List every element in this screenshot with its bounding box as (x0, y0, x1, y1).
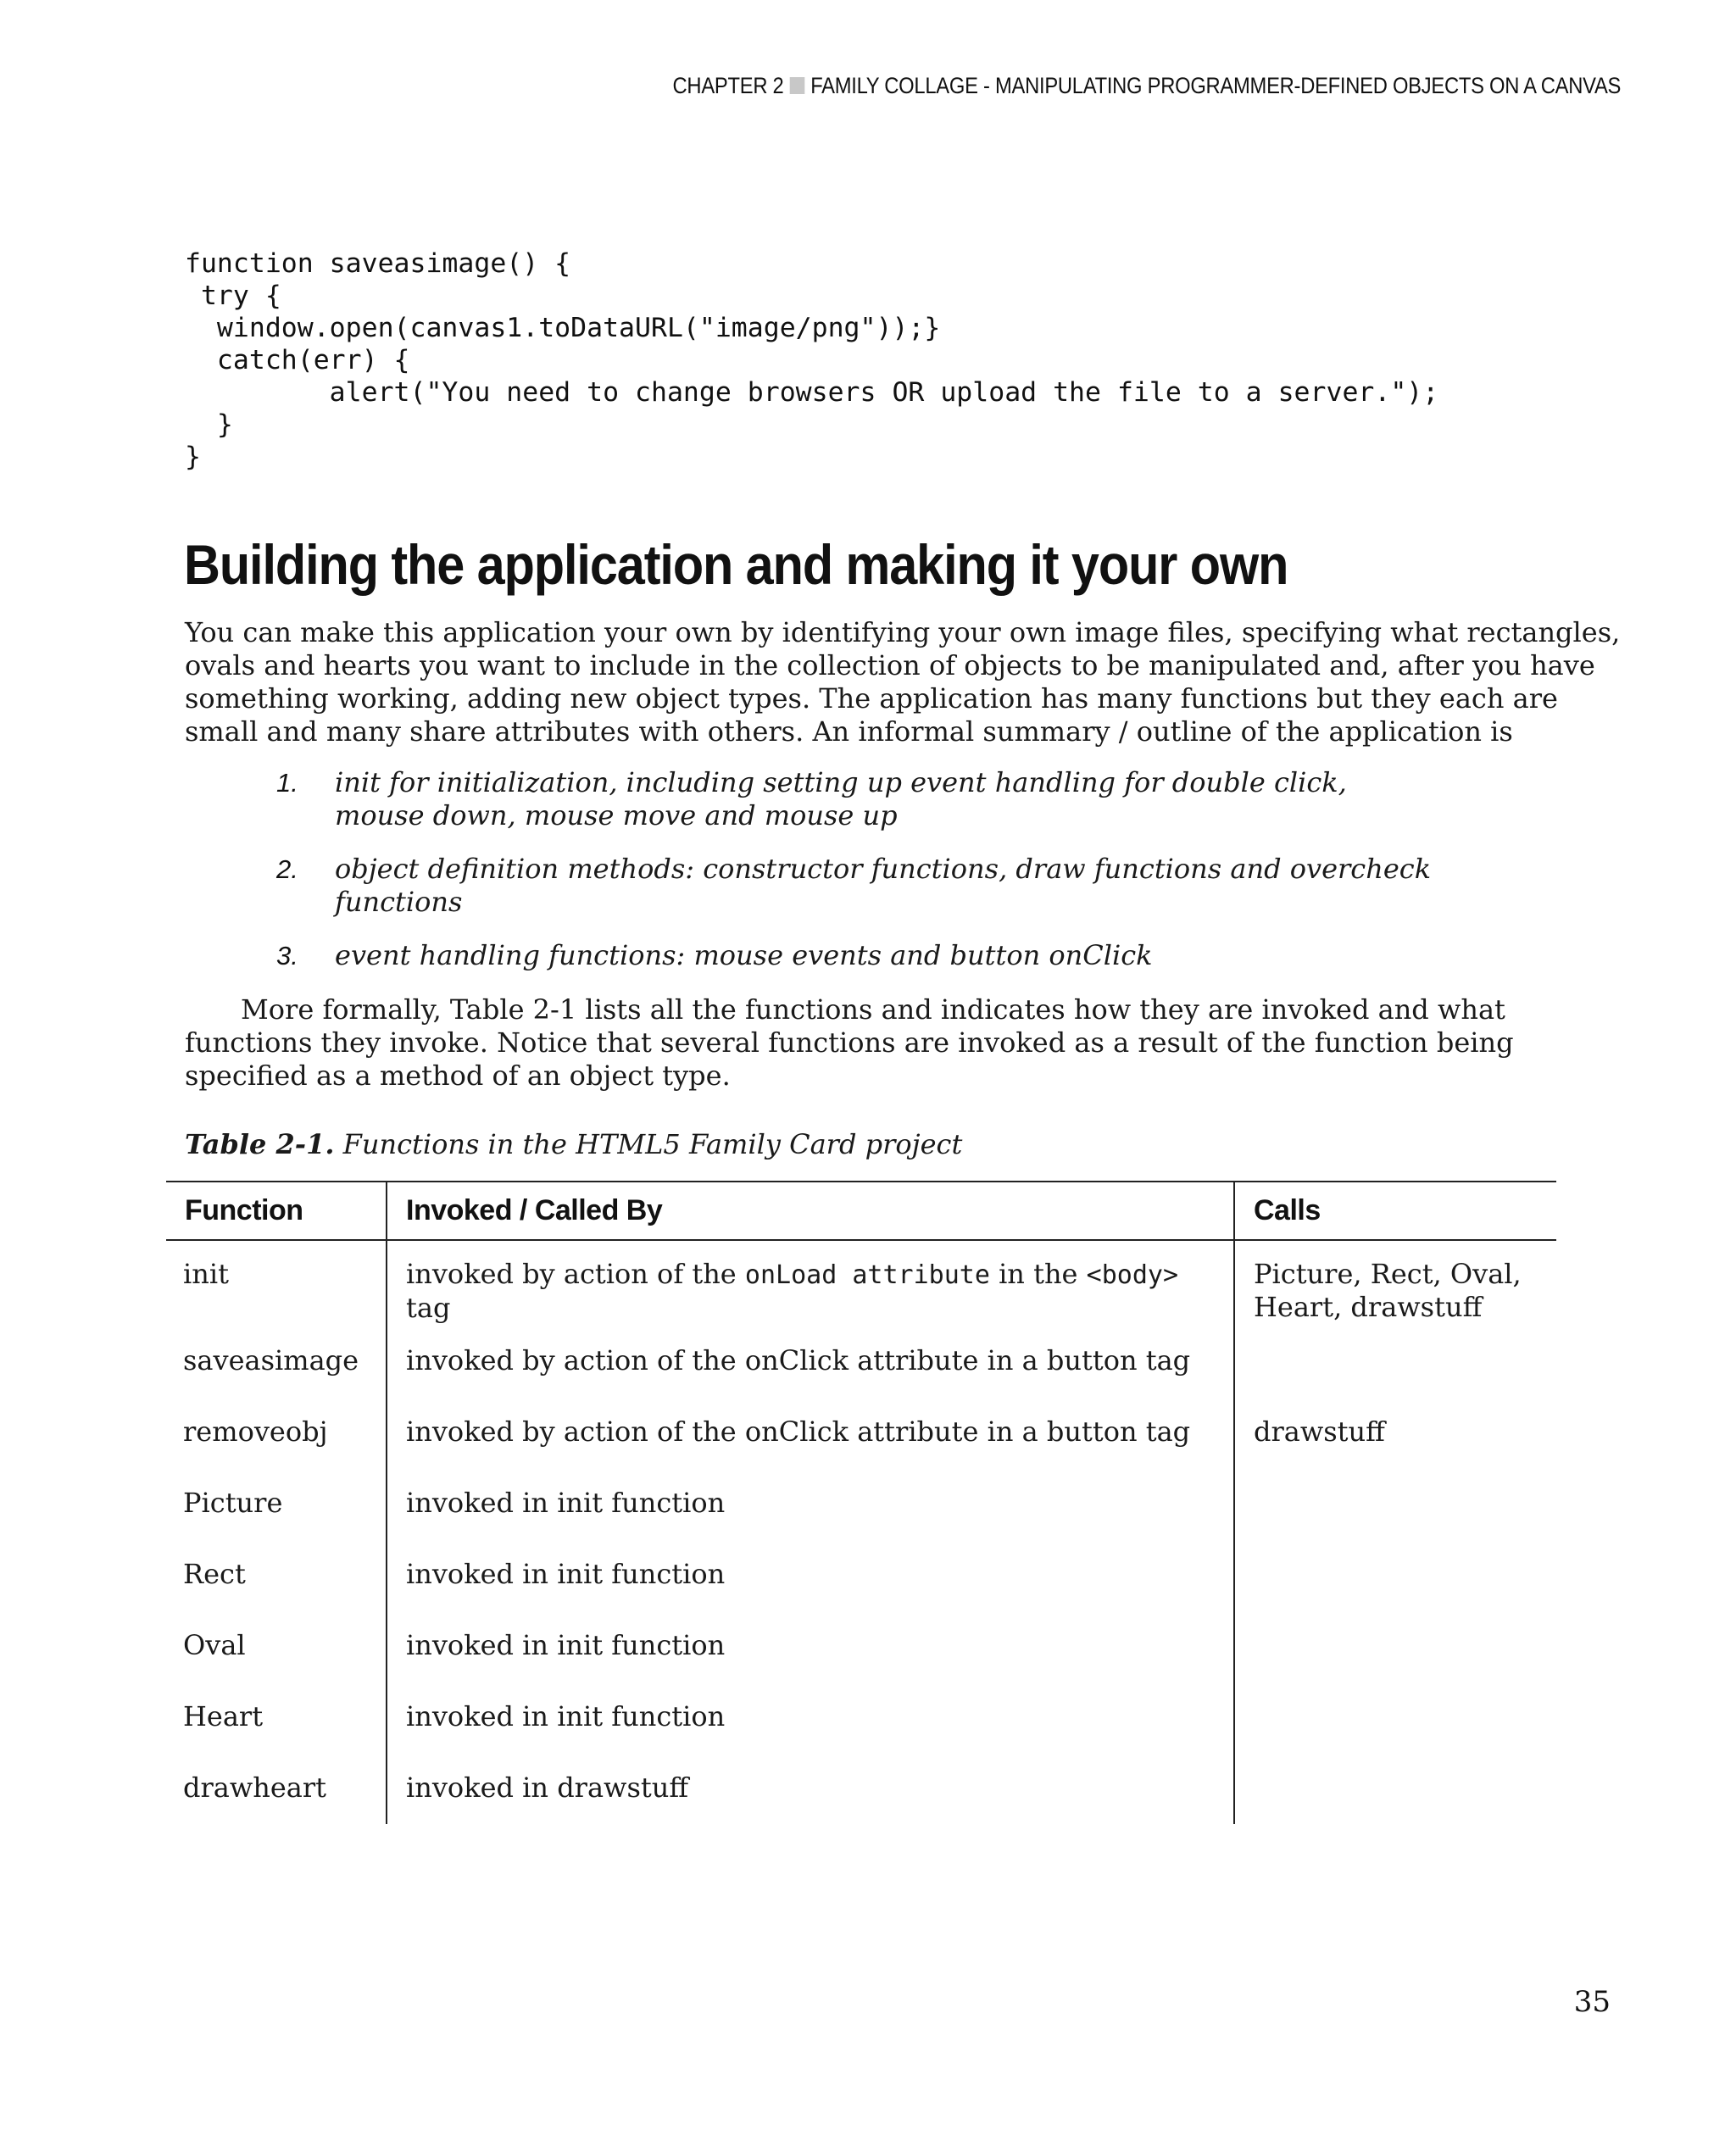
paragraph-line: functions they invoke. Notice that several functions are invoked as a result of the function being (185, 1026, 1514, 1059)
cell-invoked-by: invoked in init function (387, 1700, 1234, 1771)
cell-text: invoked by action of the (406, 1258, 745, 1290)
cell-function: Picture (166, 1487, 387, 1558)
table-row (166, 1240, 1556, 1344)
list-number: 2. (276, 854, 298, 884)
page-number: 35 (1573, 1985, 1611, 2019)
cell-invoked-by: invoked in init function (387, 1558, 1234, 1629)
cell-invoked-by: invoked by action of the onClick attribute in a button tag (387, 1415, 1234, 1487)
formal-paragraph (185, 993, 1558, 1093)
code-line: } (185, 409, 233, 440)
cell-function: removeobj (166, 1415, 387, 1487)
cell-invoked-by (387, 1240, 1234, 1344)
list-item (185, 853, 1541, 919)
table-row (166, 1487, 1556, 1558)
intro-paragraph (185, 616, 1621, 748)
paragraph-line: ovals and hearts you want to include in the collection of objects to be manipulated and, after you have (185, 649, 1595, 681)
cell-invoked-by: invoked in drawstuff (387, 1771, 1234, 1824)
cell-invoked-by: invoked in init function (387, 1487, 1234, 1558)
cell-calls (1234, 1487, 1556, 1558)
section-heading: Building the application and making it your own (184, 533, 1288, 596)
cell-function: init (166, 1240, 387, 1344)
header-calls: Calls (1234, 1182, 1556, 1240)
cell-calls-line: Picture, Rect, Oval, (1254, 1258, 1522, 1290)
cell-function: Heart (166, 1700, 387, 1771)
running-head-chapter: CHAPTER 2 (672, 73, 784, 98)
list-number: 1. (276, 768, 298, 798)
table-caption-text: Functions in the HTML5 Family Card project (342, 1128, 963, 1160)
summary-list (185, 766, 1541, 993)
list-item (185, 766, 1541, 832)
list-item-line: mouse down, mouse move and mouse up (335, 799, 898, 831)
table-caption-label: Table 2-1. (185, 1128, 335, 1160)
cell-invoked-by: invoked by action of the onClick attribute in a button tag (387, 1344, 1234, 1415)
paragraph-line: You can make this application your own by identifying your own image files, specifying what rectangles, (185, 616, 1621, 648)
code-line: window.open(canvas1.toDataURL("image/png"));} (185, 313, 941, 343)
table-row (166, 1558, 1556, 1629)
list-item-line: object definition methods: constructor functions, draw functions and overcheck (335, 853, 1432, 885)
table-row (166, 1415, 1556, 1487)
cell-calls (1234, 1700, 1556, 1771)
paragraph-line: specified as a method of an object type. (185, 1059, 731, 1092)
functions-table (166, 1181, 1556, 1824)
header-function: Function (166, 1182, 387, 1240)
header-invoked-by: Invoked / Called By (387, 1182, 1234, 1240)
cell-function: drawheart (166, 1771, 387, 1824)
list-item-line: init for initialization, including setting up event handling for double click, (335, 766, 1347, 798)
cell-calls-line: Heart, drawstuff (1254, 1291, 1483, 1323)
running-head-title: FAMILY COLLAGE - MANIPULATING PROGRAMMER-DEFINED OBJECTS ON A CANVAS (810, 73, 1621, 98)
cell-calls (1234, 1558, 1556, 1629)
list-item-line: event handling functions: mouse events and button onClick (335, 939, 1153, 971)
cell-calls (1234, 1344, 1556, 1415)
cell-code: onLoad attribute (744, 1260, 990, 1290)
table-row (166, 1629, 1556, 1700)
separator-square-icon (789, 77, 804, 94)
cell-function: Rect (166, 1558, 387, 1629)
code-block (185, 247, 1438, 473)
code-line: catch(err) { (185, 345, 410, 375)
cell-function: saveasimage (166, 1344, 387, 1415)
list-item-line: functions (335, 886, 463, 918)
code-line: function saveasimage() { (185, 248, 571, 279)
cell-code: <body> (1086, 1260, 1179, 1290)
table-header-row (166, 1182, 1556, 1240)
paragraph-line: More formally, Table 2-1 lists all the functions and indicates how they are invoked and what (241, 993, 1505, 1026)
table-row (166, 1771, 1556, 1824)
table-caption (185, 1127, 962, 1161)
cell-calls (1234, 1629, 1556, 1700)
code-line: try { (185, 281, 281, 311)
cell-text: tag (406, 1292, 451, 1324)
paragraph-line: something working, adding new object types. The application has many functions but they each are (185, 682, 1558, 715)
code-line: alert("You need to change browsers OR upload the file to a server."); (185, 377, 1439, 408)
cell-invoked-by: invoked in init function (387, 1629, 1234, 1700)
cell-function: Oval (166, 1629, 387, 1700)
cell-text: in the (989, 1258, 1087, 1290)
table-row (166, 1344, 1556, 1415)
table-row (166, 1700, 1556, 1771)
paragraph-line: small and many share attributes with others. An informal summary / outline of the application is (185, 715, 1513, 748)
cell-calls (1234, 1240, 1556, 1344)
code-line: } (185, 442, 201, 472)
cell-calls: drawstuff (1254, 1415, 1385, 1448)
running-head (672, 73, 1621, 99)
list-number: 3. (276, 941, 298, 970)
cell-calls (1234, 1771, 1556, 1824)
list-item (185, 939, 1541, 972)
